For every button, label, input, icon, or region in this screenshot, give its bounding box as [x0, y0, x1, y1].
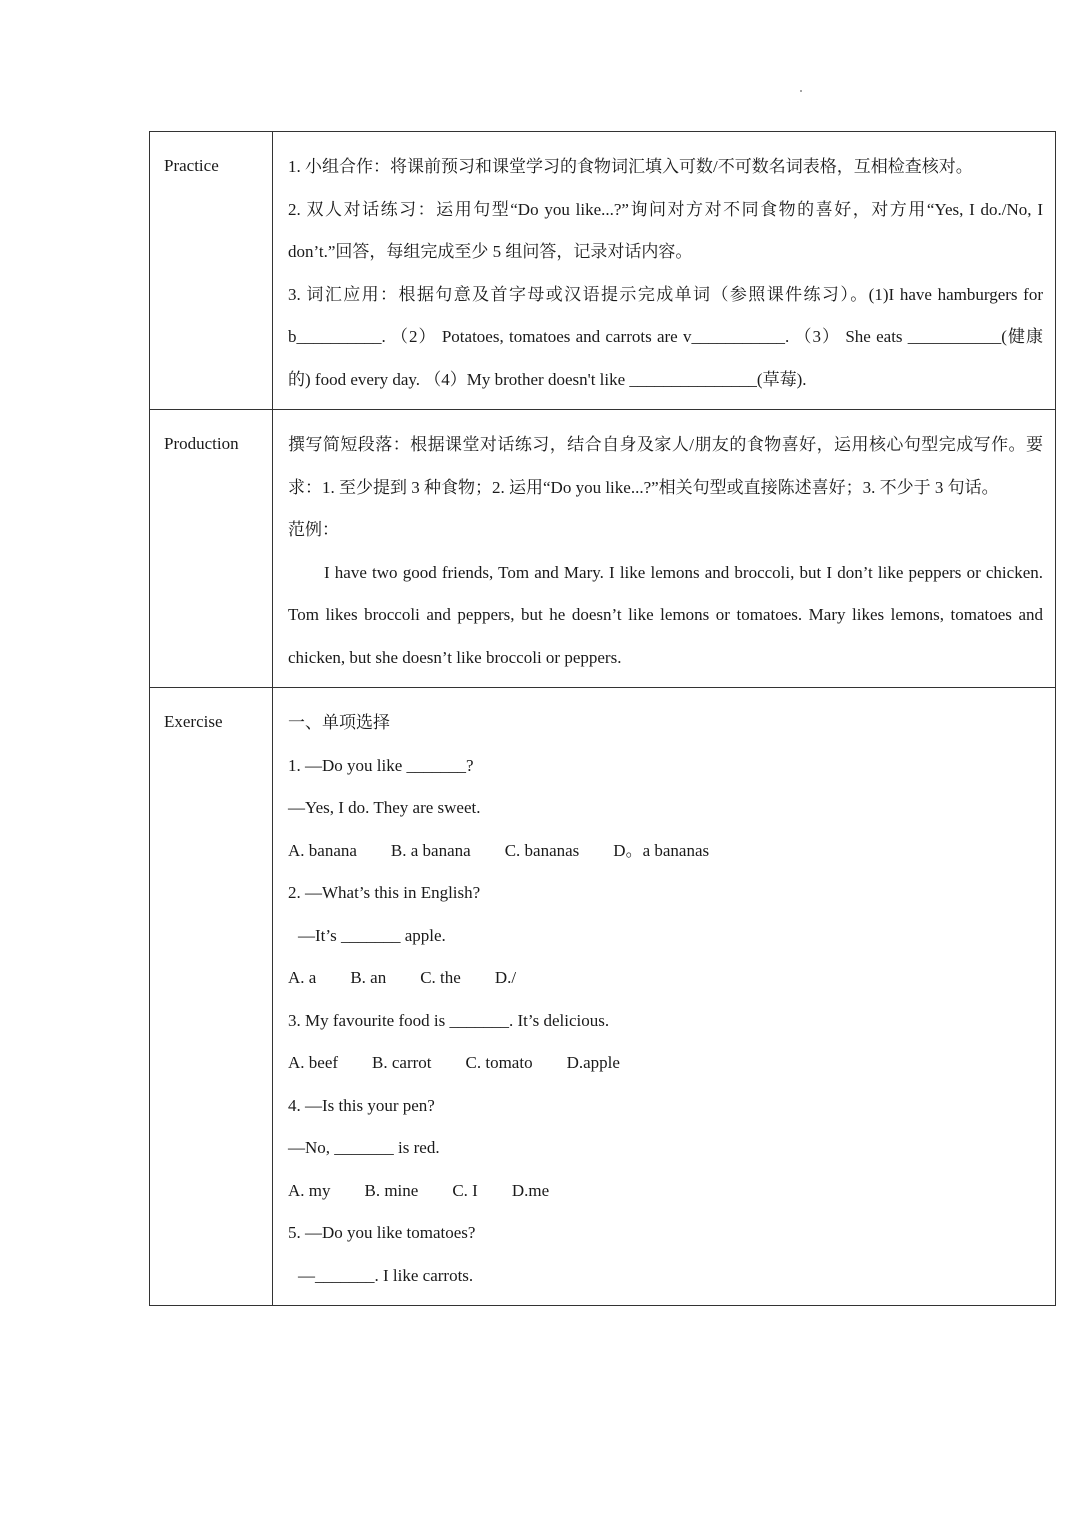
question-2: 2. —What’s this in English? [288, 883, 481, 902]
option-4b: B. mine [364, 1180, 419, 1200]
option-1d: D。a bananas [613, 840, 710, 860]
practice-row [150, 132, 1056, 410]
question-3: 3. My favourite food is _______. It’s delicious. [288, 1010, 610, 1030]
options-4 [288, 1170, 1043, 1213]
production-row [150, 410, 1056, 688]
exercise-section-title: 一、单项选择 [288, 713, 390, 732]
options-1 [288, 830, 1043, 873]
practice-content [273, 132, 1056, 410]
practice-label: Practice [150, 132, 273, 410]
option-3d: D.apple [566, 1053, 620, 1072]
practice-item-1: 1. 小组合作：将课前预习和课堂学习的食物词汇填入可数/不可数名词表格，互相检查核对。 [288, 157, 973, 176]
options-3 [288, 1042, 1043, 1085]
option-1c: C. bananas [504, 840, 580, 860]
answer-4: —No, _______ is red. [288, 1138, 440, 1157]
option-2c: C. the [420, 968, 461, 987]
practice-item-2: 2. 双人对话练习：运用句型“Do you like...?”询问对方对不同食物的喜好，对方用“Yes, I do./No, I don’t.”回答，每组完成至少 5 组问答，记录对话内容。 [288, 199, 1043, 261]
answer-1: —Yes, I do. They are sweet. [288, 798, 481, 817]
production-label: Production [150, 410, 273, 688]
options-2 [288, 957, 1043, 1000]
option-2d: D./ [494, 968, 517, 987]
production-example-text: I have two good friends, Tom and Mary. I like lemons and broccoli, but I don’t like peppers or chicken. Tom likes broccoli and peppers, but he doesn’t like lemons or tomatoes. Mary likes lemons, tomatoes and chicken, but she doesn’t like broccoli or peppers. [288, 562, 1043, 667]
practice-item-3: 3. 词汇应用：根据句意及首字母或汉语提示完成单词（参照课件练习）。(1)I have hamburgers for b__________. （2） Potatoes, tomatoes and carrots are v___________. （3） She eats ___________(健康的) food every day. （4）My brother doesn't like _______________(草莓). [288, 284, 1043, 389]
exercise-row [150, 688, 1056, 1306]
stray-dot [800, 90, 802, 92]
question-4: 4. —Is this your pen? [288, 1095, 435, 1115]
option-3c: C. tomato [465, 1053, 533, 1072]
option-4c: C. I [452, 1180, 478, 1200]
option-2a: A. a [288, 968, 317, 987]
production-task: 撰写简短段落：根据课堂对话练习，结合自身及家人/朋友的食物喜好，运用核心句型完成写作。要求：1. 至少提到 3 种食物；2. 运用“Do you like...?”相关句型或直接陈述喜好；3. 不少于 3 句话。 [288, 435, 1043, 497]
exercise-label: Exercise [150, 688, 273, 1306]
production-content [273, 410, 1056, 688]
answer-2: —It’s _______ apple. [298, 925, 446, 945]
answer-5: —_______. I like carrots. [298, 1265, 474, 1285]
option-1b: B. a banana [390, 840, 471, 860]
exercise-content [273, 688, 1056, 1306]
lesson-plan-table [149, 131, 1056, 1306]
option-3a: A. beef [288, 1053, 339, 1072]
option-1a: A. banana [288, 840, 357, 860]
option-2b: B. an [350, 968, 387, 987]
option-4d: D.me [511, 1180, 550, 1200]
production-example-label: 范例： [288, 520, 339, 539]
question-1: 1. —Do you like _______? [288, 755, 474, 775]
option-4a: A. my [288, 1180, 331, 1200]
option-3b: B. carrot [372, 1053, 432, 1072]
question-5: 5. —Do you like tomatoes? [288, 1223, 476, 1242]
